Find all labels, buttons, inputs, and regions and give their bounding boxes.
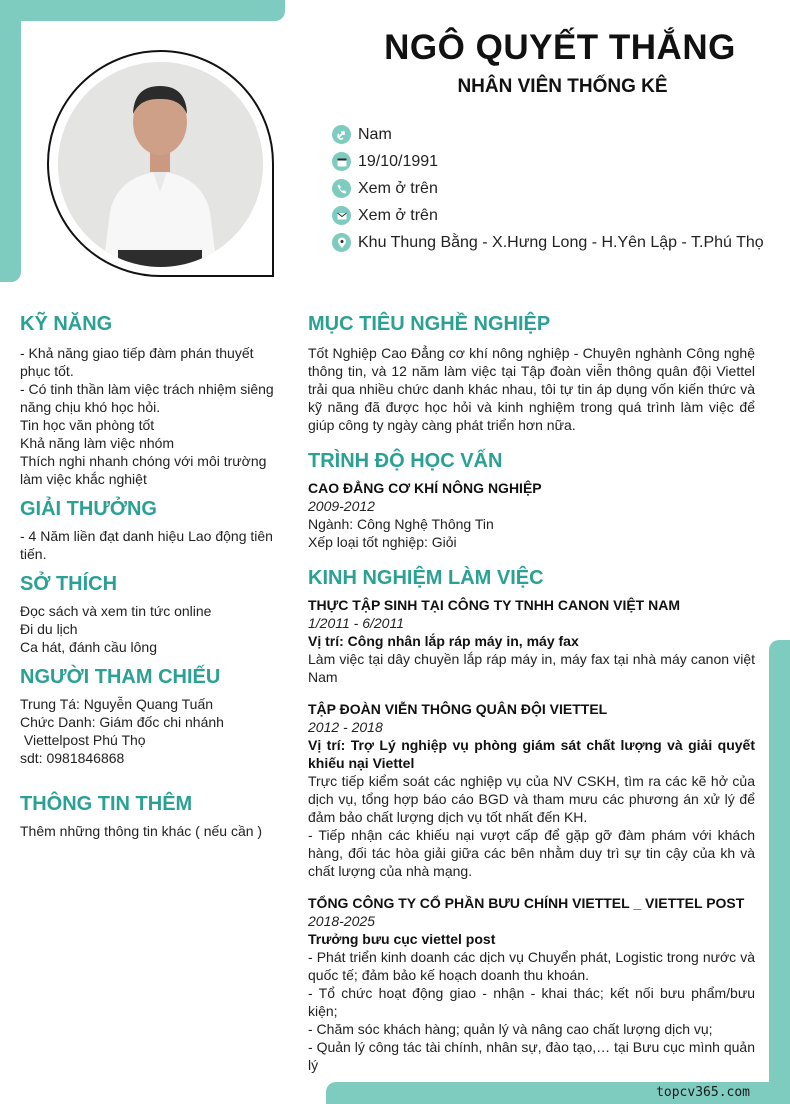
references-section [20, 666, 285, 767]
contact-value: Nam [358, 125, 392, 143]
skill-line: Tin học văn phòng tốt [20, 417, 155, 433]
section-title: GIẢI THƯỞNG [20, 498, 157, 520]
objective-text: Tốt Nghiệp Cao Đẳng cơ khí nông nghiệp - Chuyên nghành Công nghệ thông tin, và 12 năm làm việc tại Tập đoàn viễn thông quân đội Viettel trải qua nhiều chức danh khác nhau, tôi tự tin áp dụng vốn kiến thức và kỹ năng đã được học hỏi và kinh nghiệm trong quá trình làm việc để giúp công ty ngày càng phát triển hơn nữa. [308, 345, 755, 433]
skill-line: năng chịu khó học hỏi. [20, 399, 161, 415]
decor-left-bar [0, 0, 21, 282]
job-description: - Phát triển kinh doanh các dịch vụ Chuyển phát, Logistic trong nước và quốc tế; đảm bảo kế hoạch doanh thu khoán. [308, 949, 755, 983]
decor-top-bar [0, 0, 285, 21]
section-title: MỤC TIÊU NGHỀ NGHIỆP [308, 313, 551, 335]
job-organization: TỔNG CÔNG TY CỔ PHẦN BƯU CHÍNH VIETTEL _ VIETTEL POST [308, 895, 745, 911]
job-description: Làm việc tại dây chuyền lắp ráp máy in, máy fax tại nhà máy canon việt Nam [308, 651, 755, 685]
job-period: 2012 - 2018 [308, 719, 383, 735]
gender-icon [332, 125, 351, 144]
job-role: Vị trí: Công nhân lắp ráp máy in, máy fax [308, 633, 579, 649]
section-title: SỞ THÍCH [20, 573, 118, 595]
awards-section [20, 498, 285, 563]
contact-phone[interactable] [332, 175, 764, 202]
contact-list [332, 121, 764, 256]
job-description: - Tổ chức hoạt động giao - nhận - khai thác; kết nối bưu phẩm/bưu kiện; [308, 985, 755, 1019]
contact-birthday [332, 148, 764, 175]
section-title: TRÌNH ĐỘ HỌC VẤN [308, 450, 503, 472]
job-description: - Quản lý công tác tài chính, nhân sự, đào tạo,… tại Bưu cục mình quản lý [308, 1039, 755, 1073]
section-title: KỸ NĂNG [20, 313, 113, 335]
contact-value: Khu Thung Bằng - X.Hưng Long - H.Yên Lập - T.Phú Thọ [358, 233, 764, 251]
skill-line: - Có tinh thần làm việc trách nhiệm siêng [20, 381, 274, 397]
phone-icon [332, 179, 351, 198]
skill-line: Thích nghi nhanh chóng với môi trường [20, 453, 267, 469]
job-entry [308, 700, 755, 880]
skills-section [20, 313, 285, 488]
education-line: Ngành: Công Nghệ Thông Tin [308, 516, 494, 532]
contact-gender [332, 121, 764, 148]
reference-line: Viettelpost Phú Thọ [20, 732, 146, 748]
right-column [308, 313, 755, 1074]
job-period: 2018-2025 [308, 913, 375, 929]
section-title: KINH NGHIỆM LÀM VIỆC [308, 567, 544, 589]
job-position: NHÂN VIÊN THỐNG KÊ [457, 76, 668, 97]
job-description: - Chăm sóc khách hàng; quản lý và nâng cao chất lượng dịch vụ; [308, 1021, 713, 1037]
hobby-line: Đọc sách và xem tin tức online [20, 603, 212, 619]
job-entry [308, 894, 755, 1074]
reference-line: sdt: 0981846868 [20, 750, 125, 766]
objective-section [308, 313, 755, 434]
contact-address [332, 229, 764, 256]
extra-line: Thêm những thông tin khác ( nếu cần ) [20, 823, 263, 839]
skill-line: - Khả năng giao tiếp đàm phán thuyết [20, 345, 254, 361]
job-period: 1/2011 - 6/2011 [308, 615, 405, 631]
skill-line: làm việc khắc nghiệt [20, 471, 147, 487]
reference-line: Trung Tá: Nguyễn Quang Tuấn [20, 696, 214, 712]
location-icon [332, 233, 351, 252]
section-title: NGƯỜI THAM CHIẾU [20, 666, 221, 688]
contact-value: Xem ở trên [358, 206, 438, 224]
skill-line: Khả năng làm việc nhóm [20, 435, 175, 451]
job-organization: THỰC TẬP SINH TẠI CÔNG TY TNHH CANON VIỆT NAM [308, 597, 680, 613]
candidate-name: NGÔ QUYẾT THẮNG [384, 28, 736, 67]
contact-value: Xem ở trên [358, 179, 438, 197]
reference-line: Chức Danh: Giám đốc chi nhánh [20, 714, 224, 730]
person-illustration-icon [58, 62, 263, 267]
contact-email[interactable] [332, 202, 764, 229]
education-period: 2009-2012 [308, 498, 375, 514]
skill-line: phục tốt. [20, 363, 74, 379]
job-description: - Tiếp nhận các khiếu nại vượt cấp để gặp gỡ đàm phám với khách hàng, đối tác hòa giải giữa các bên nhằm duy trì sự tin cậy của kh và chất lượng của nhà mạng. [308, 827, 755, 879]
job-role: Trưởng bưu cục viettel post [308, 931, 496, 947]
left-column [20, 313, 285, 840]
decor-right-bar [769, 640, 790, 1104]
school-name: CAO ĐẲNG CƠ KHÍ NÔNG NGHIỆP [308, 480, 542, 496]
hobbies-section [20, 573, 285, 656]
extra-info-section [20, 793, 285, 840]
profile-photo [58, 62, 263, 267]
job-role: Vị trí: Trợ Lý nghiệp vụ phòng giám sát chất lượng và giải quyết khiếu nại Viettel [308, 737, 755, 771]
experience-section [308, 567, 755, 1074]
hobby-line: Đi du lịch [20, 621, 78, 637]
award-line: - 4 Năm liền đạt danh hiệu Lao động tiên [20, 528, 273, 544]
education-line: Xếp loại tốt nghiệp: Giỏi [308, 534, 457, 550]
watermark: topcv365.com [656, 1085, 750, 1100]
education-section [308, 450, 755, 551]
calendar-icon [332, 152, 351, 171]
job-description: Trực tiếp kiểm soát các nghiệp vụ của NV CSKH, tìm ra các kẽ hở của dịch vụ, tổng hợp báo cáo BGD và tham mưu các phương án xử lý để đảm bảo chất lượng dịch vụ tốt nhất đến KH. [308, 773, 755, 825]
email-icon [332, 206, 351, 225]
section-title: THÔNG TIN THÊM [20, 793, 193, 815]
hobby-line: Ca hát, đánh cầu lông [20, 639, 157, 655]
contact-value: 19/10/1991 [358, 152, 439, 170]
job-organization: TẬP ĐOÀN VIỄN THÔNG QUÂN ĐỘI VIETTEL [308, 701, 608, 717]
job-entry [308, 596, 755, 686]
award-line: tiến. [20, 546, 47, 562]
